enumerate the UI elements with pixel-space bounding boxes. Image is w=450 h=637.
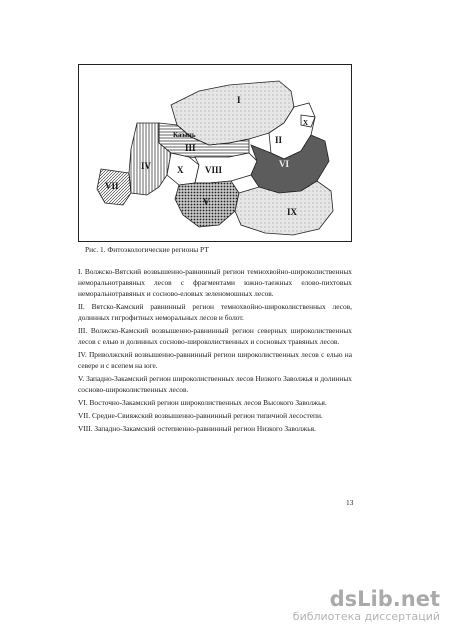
map-label-ii: II — [275, 135, 283, 145]
map-label-vi: VI — [279, 159, 290, 169]
figure-caption: Рис. 1. Фитоэкологические регионы РТ — [85, 245, 209, 254]
region-item: III. Волжско-Камский возвышенно-равнинный регион северных широколиственных лесов с елью и долинных сосново-широколиственных и сосновых травяных лесов. — [78, 326, 352, 346]
watermark-logo: dsLib.net — [329, 587, 440, 611]
map-label-iii: III — [185, 143, 196, 153]
page-number: 13 — [346, 498, 354, 507]
map-label-iv: IV — [141, 161, 152, 171]
watermark — [293, 588, 440, 623]
region-item: II. Вятско-Камский равнинный регион темнохвойно-широколиственных лесов, долинных гигрофитных неморальных лесов и болот. — [78, 302, 352, 322]
region-item: VIII. Западно-Закамский остепненно-равнинный регион Низкого Заволжья. — [78, 424, 316, 433]
region-map-svg — [79, 65, 351, 241]
region-item: I. Волжско-Вятский возвышенно-равнинный регион темнохвойно-широколиственных неморальнотравяных лесов с фрагментами южно-таежных елово-пихтовых неморальнотравяных и сосново-еловых зеленомошных лесов. — [78, 267, 352, 298]
map-label-x: X — [177, 165, 184, 175]
map-label-v: V — [203, 197, 210, 207]
region-list — [78, 266, 352, 436]
watermark-subtitle: библиотека диссертаций — [292, 610, 440, 623]
map-label-vii: VII — [105, 181, 119, 191]
region-item: VI. Восточно-Закамский регион широколиственных лесов Высокого Заволжья. — [78, 398, 327, 407]
map-label-viii: VIII — [205, 165, 223, 175]
region-item: V. Западно-Закамский регион широколиственных лесов Низкого Заволжья и долинных сосново-широколиственных лесов. — [78, 374, 352, 394]
region-item: VII. Средне-Свияжский возвышенно-равнинный регион типичной лесостепи. — [78, 411, 323, 420]
region-item: IV. Приволжский возвышенно-равнинный регион широколиственных лесов с елью на севере и с всепем на юге. — [78, 350, 352, 370]
map-label-kazan: Казань — [173, 131, 196, 139]
map-label-i: I — [237, 95, 241, 105]
map-label-ix: IX — [287, 207, 298, 217]
map-label-x-east: X — [303, 119, 309, 127]
figure-map — [78, 64, 352, 242]
